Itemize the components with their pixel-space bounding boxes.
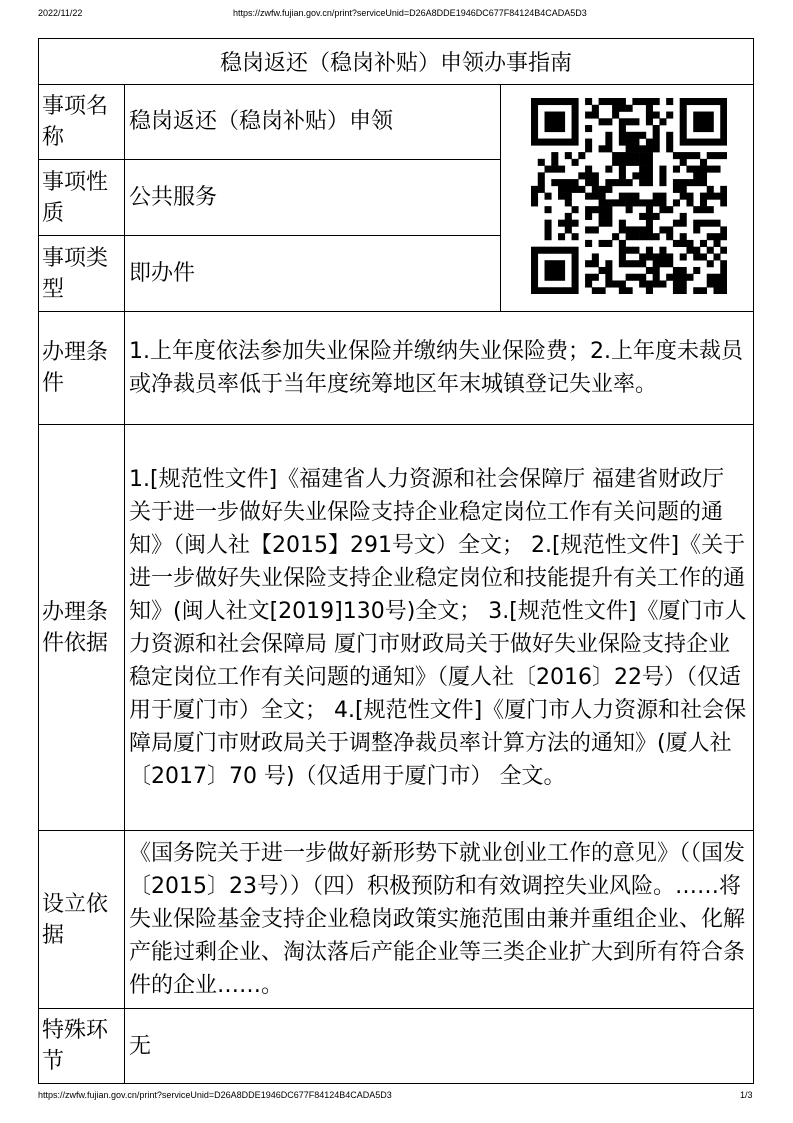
guide-table [38,38,754,1084]
value-legal-basis: 《国务院关于进一步做好新形势下就业创业工作的意见》（（国发〔2015〕23号））（四）积极预防和有效调控失业风险。……将失业保险基金支持企业稳岗政策实施范围由兼并重组企业、化解产能过剩企业、淘汰落后产能企业等三类企业扩大到所有符合条件的企业……。 [125,831,753,1009]
value-item-nature: 公共服务 [125,160,500,236]
qr-code-icon [531,98,727,294]
label-legal-basis: 设立依据 [39,831,125,1009]
label-special-steps: 特殊环节 [39,1009,125,1083]
value-conditions: 1.上年度依法参加失业保险并缴纳失业保险费；2.上年度未裁员或净裁员率低于当年度统筹地区年末城镇登记失业率。 [125,312,753,425]
label-item-name: 事项名称 [39,84,125,160]
value-conditions-basis: 1.[规范性文件]《福建省人力资源和社会保障厅 福建省财政厅 关于进一步做好失业保险支持企业稳定岗位工作有关问题的通知》（闽人社【2015】291号文）全文； 2.[规范性文件]《关于进一步做好失业保险支持企业稳定岗位和技能提升有关工作的通知》(闽人社文[2019]130号)全文； 3.[规范性文件]《厦门市人力资源和社会保障局 厦门市财政局关于做好失业保险支持企业稳定岗位工作有关问题的通知》（厦人社〔2016〕22号）（仅适用于厦门市）全文； 4.[规范性文件]《厦门市人力资源和社会保障局厦门市财政局关于调整净裁员率计算方法的通知》(厦人社〔2017〕70 号)（仅适用于厦门市） 全文。 [125,425,753,831]
value-item-name: 稳岗返还（稳岗补贴）申领 [125,84,500,160]
page-title: 稳岗返还（稳岗补贴）申领办事指南 [39,39,753,85]
print-date: 2022/11/22 [38,8,83,18]
header-url: https://zwfw.fujian.gov.cn/print?serviceUnid=D26A8DDE1946DC677F84124B4CADA5D3 [233,8,587,18]
page-number: 1/3 [740,1090,753,1100]
qr-cell [500,84,753,312]
label-conditions-basis: 办理条件依据 [39,425,125,831]
label-item-type: 事项类型 [39,236,125,312]
label-item-nature: 事项性质 [39,160,125,236]
footer-url: https://zwfw.fujian.gov.cn/print?serviceUnid=D26A8DDE1946DC677F84124B4CADA5D3 [38,1090,392,1100]
label-conditions: 办理条件 [39,312,125,425]
value-special-steps: 无 [129,1033,152,1059]
value-item-type: 即办件 [125,236,500,312]
